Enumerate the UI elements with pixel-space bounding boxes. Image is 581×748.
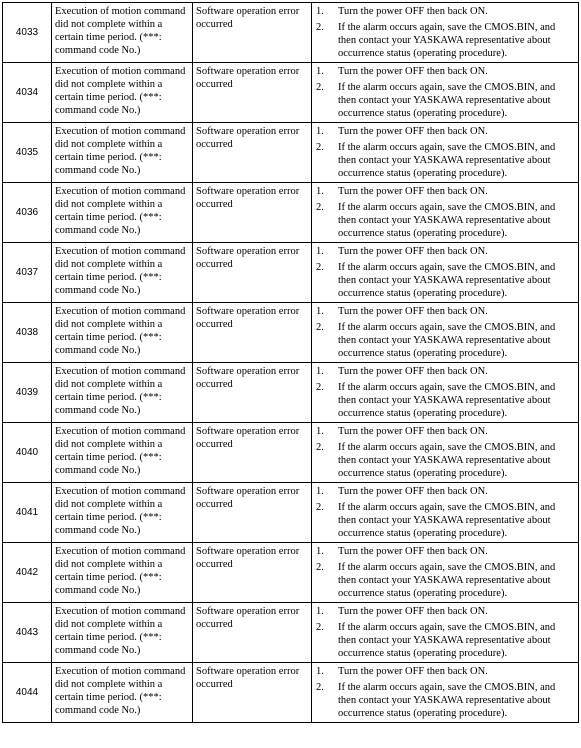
remedy-step-text: If the alarm occurs again, save the CMOS.BIN, and then contact your YASKAWA representative about occurrence status (operating procedure). — [338, 382, 556, 419]
remedy-step — [316, 425, 574, 438]
remedy-step — [316, 561, 574, 600]
alarm-code: 4036 — [3, 183, 52, 243]
remedy-step-text: If the alarm occurs again, save the CMOS.BIN, and then contact your YASKAWA representative about occurrence status (operating procedure). — [338, 682, 556, 719]
alarm-remedy — [312, 603, 579, 663]
remedy-step-number: 1. — [316, 606, 324, 617]
alarm-cause: Software operation error occurred — [193, 603, 312, 663]
table-row — [3, 663, 579, 723]
table-row — [3, 363, 579, 423]
remedy-step-text: If the alarm occurs again, save the CMOS.BIN, and then contact your YASKAWA representative about occurrence status (operating procedure). — [338, 562, 556, 599]
remedy-step — [316, 201, 574, 240]
remedy-step-number: 1. — [316, 666, 324, 677]
table-row — [3, 123, 579, 183]
table-row — [3, 543, 579, 603]
alarm-code: 4033 — [3, 3, 52, 63]
alarm-remedy — [312, 63, 579, 123]
alarm-code: 4039 — [3, 363, 52, 423]
remedy-step-text: Turn the power OFF then back ON. — [338, 186, 488, 197]
alarm-code: 4035 — [3, 123, 52, 183]
alarm-cause: Software operation error occurred — [193, 543, 312, 603]
alarm-remedy — [312, 303, 579, 363]
remedy-step — [316, 681, 574, 720]
remedy-step-text: Turn the power OFF then back ON. — [338, 306, 488, 317]
alarm-cause: Software operation error occurred — [193, 423, 312, 483]
alarm-cause: Software operation error occurred — [193, 483, 312, 543]
remedy-step-text: If the alarm occurs again, save the CMOS.BIN, and then contact your YASKAWA representative about occurrence status (operating procedure). — [338, 142, 556, 179]
remedy-step — [316, 21, 574, 60]
table-row — [3, 3, 579, 63]
remedy-step-text: Turn the power OFF then back ON. — [338, 546, 488, 557]
remedy-step — [316, 141, 574, 180]
alarm-remedy — [312, 243, 579, 303]
remedy-step-number: 1. — [316, 246, 324, 257]
remedy-step — [316, 65, 574, 78]
alarm-cause: Software operation error occurred — [193, 63, 312, 123]
remedy-step — [316, 545, 574, 558]
remedy-step-number: 2. — [316, 262, 324, 273]
alarm-cause: Software operation error occurred — [193, 243, 312, 303]
remedy-step-number: 2. — [316, 562, 324, 573]
table-row — [3, 63, 579, 123]
remedy-step — [316, 81, 574, 120]
remedy-step-text: If the alarm occurs again, save the CMOS.BIN, and then contact your YASKAWA representative about occurrence status (operating procedure). — [338, 622, 556, 659]
remedy-step — [316, 365, 574, 378]
remedy-step-text: If the alarm occurs again, save the CMOS.BIN, and then contact your YASKAWA representative about occurrence status (operating procedure). — [338, 202, 556, 239]
remedy-step-number: 2. — [316, 142, 324, 153]
remedy-step-number: 2. — [316, 202, 324, 213]
remedy-step-text: Turn the power OFF then back ON. — [338, 126, 488, 137]
remedy-step-number: 2. — [316, 322, 324, 333]
alarm-code: 4038 — [3, 303, 52, 363]
alarm-code: 4041 — [3, 483, 52, 543]
alarm-description: Execution of motion command did not complete within a certain time period. (***: command code No.) — [52, 3, 193, 63]
remedy-step — [316, 245, 574, 258]
alarm-description: Execution of motion command did not complete within a certain time period. (***: command code No.) — [52, 603, 193, 663]
remedy-step-number: 1. — [316, 366, 324, 377]
alarm-table — [2, 2, 579, 723]
alarm-table-body — [3, 3, 579, 723]
table-row — [3, 423, 579, 483]
remedy-step-number: 1. — [316, 66, 324, 77]
alarm-remedy — [312, 423, 579, 483]
remedy-step — [316, 605, 574, 618]
remedy-step-text: If the alarm occurs again, save the CMOS.BIN, and then contact your YASKAWA representative about occurrence status (operating procedure). — [338, 322, 556, 359]
remedy-step-number: 2. — [316, 502, 324, 513]
alarm-cause: Software operation error occurred — [193, 183, 312, 243]
remedy-step-text: Turn the power OFF then back ON. — [338, 246, 488, 257]
alarm-cause: Software operation error occurred — [193, 303, 312, 363]
remedy-step-number: 1. — [316, 6, 324, 17]
remedy-step-text: If the alarm occurs again, save the CMOS.BIN, and then contact your YASKAWA representative about occurrence status (operating procedure). — [338, 82, 556, 119]
alarm-description: Execution of motion command did not complete within a certain time period. (***: command code No.) — [52, 63, 193, 123]
alarm-remedy — [312, 543, 579, 603]
alarm-description: Execution of motion command did not complete within a certain time period. (***: command code No.) — [52, 483, 193, 543]
alarm-description: Execution of motion command did not complete within a certain time period. (***: command code No.) — [52, 663, 193, 723]
remedy-step — [316, 5, 574, 18]
remedy-step-text: If the alarm occurs again, save the CMOS.BIN, and then contact your YASKAWA representative about occurrence status (operating procedure). — [338, 262, 556, 299]
remedy-step-number: 2. — [316, 442, 324, 453]
remedy-step-number: 2. — [316, 682, 324, 693]
table-row — [3, 183, 579, 243]
alarm-description: Execution of motion command did not complete within a certain time period. (***: command code No.) — [52, 303, 193, 363]
alarm-description: Execution of motion command did not complete within a certain time period. (***: command code No.) — [52, 543, 193, 603]
remedy-step-number: 2. — [316, 22, 324, 33]
remedy-step — [316, 501, 574, 540]
table-row — [3, 243, 579, 303]
remedy-step-number: 1. — [316, 186, 324, 197]
remedy-step-text: Turn the power OFF then back ON. — [338, 66, 488, 77]
alarm-remedy — [312, 483, 579, 543]
alarm-code: 4037 — [3, 243, 52, 303]
alarm-cause: Software operation error occurred — [193, 363, 312, 423]
alarm-code: 4042 — [3, 543, 52, 603]
remedy-step — [316, 485, 574, 498]
remedy-step — [316, 665, 574, 678]
table-row — [3, 603, 579, 663]
alarm-remedy — [312, 363, 579, 423]
remedy-step-number: 1. — [316, 306, 324, 317]
alarm-remedy — [312, 123, 579, 183]
remedy-step-number: 2. — [316, 622, 324, 633]
alarm-description: Execution of motion command did not complete within a certain time period. (***: command code No.) — [52, 243, 193, 303]
remedy-step-text: Turn the power OFF then back ON. — [338, 666, 488, 677]
remedy-step-text: Turn the power OFF then back ON. — [338, 606, 488, 617]
remedy-step — [316, 441, 574, 480]
remedy-step-text: Turn the power OFF then back ON. — [338, 486, 488, 497]
remedy-step — [316, 125, 574, 138]
remedy-step — [316, 381, 574, 420]
alarm-cause: Software operation error occurred — [193, 123, 312, 183]
alarm-code: 4034 — [3, 63, 52, 123]
alarm-code: 4043 — [3, 603, 52, 663]
remedy-step — [316, 321, 574, 360]
remedy-step-number: 1. — [316, 126, 324, 137]
remedy-step-number: 2. — [316, 82, 324, 93]
remedy-step-number: 2. — [316, 382, 324, 393]
remedy-step — [316, 261, 574, 300]
alarm-description: Execution of motion command did not complete within a certain time period. (***: command code No.) — [52, 183, 193, 243]
remedy-step-number: 1. — [316, 486, 324, 497]
remedy-step-number: 1. — [316, 426, 324, 437]
remedy-step — [316, 305, 574, 318]
remedy-step-text: Turn the power OFF then back ON. — [338, 366, 488, 377]
alarm-cause: Software operation error occurred — [193, 3, 312, 63]
alarm-description: Execution of motion command did not complete within a certain time period. (***: command code No.) — [52, 363, 193, 423]
remedy-step — [316, 621, 574, 660]
alarm-remedy — [312, 183, 579, 243]
alarm-remedy — [312, 663, 579, 723]
alarm-code: 4040 — [3, 423, 52, 483]
remedy-step-number: 1. — [316, 546, 324, 557]
table-row — [3, 483, 579, 543]
alarm-cause: Software operation error occurred — [193, 663, 312, 723]
alarm-description: Execution of motion command did not complete within a certain time period. (***: command code No.) — [52, 423, 193, 483]
remedy-step-text: If the alarm occurs again, save the CMOS.BIN, and then contact your YASKAWA representative about occurrence status (operating procedure). — [338, 502, 556, 539]
remedy-step-text: Turn the power OFF then back ON. — [338, 6, 488, 17]
remedy-step-text: If the alarm occurs again, save the CMOS.BIN, and then contact your YASKAWA representative about occurrence status (operating procedure). — [338, 22, 556, 59]
remedy-step — [316, 185, 574, 198]
remedy-step-text: If the alarm occurs again, save the CMOS.BIN, and then contact your YASKAWA representative about occurrence status (operating procedure). — [338, 442, 556, 479]
alarm-description: Execution of motion command did not complete within a certain time period. (***: command code No.) — [52, 123, 193, 183]
table-row — [3, 303, 579, 363]
alarm-code: 4044 — [3, 663, 52, 723]
remedy-step-text: Turn the power OFF then back ON. — [338, 426, 488, 437]
alarm-remedy — [312, 3, 579, 63]
